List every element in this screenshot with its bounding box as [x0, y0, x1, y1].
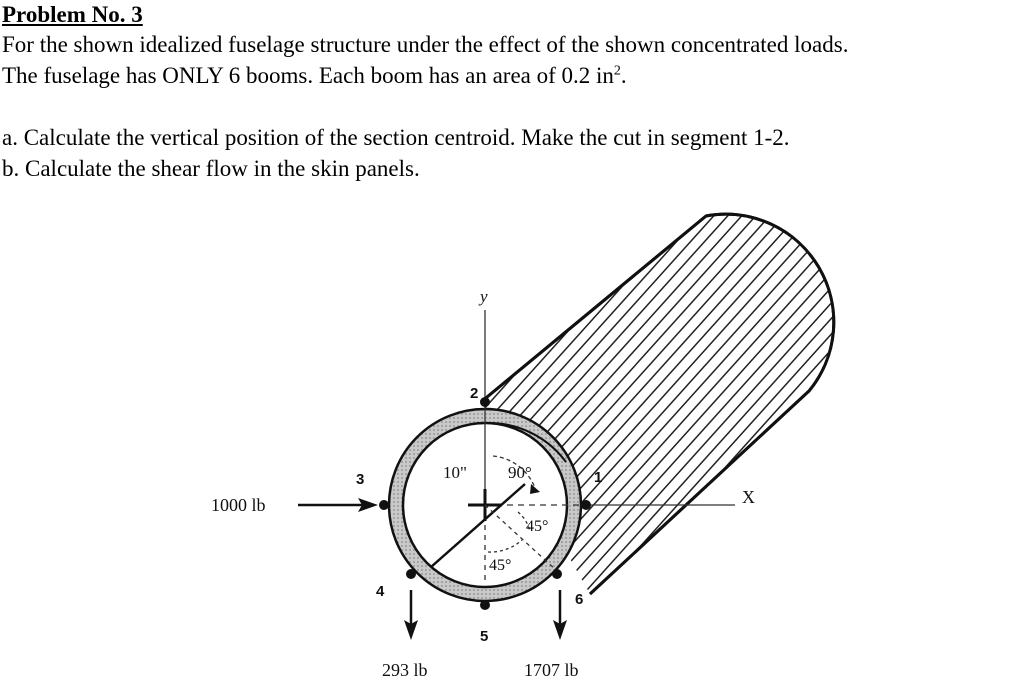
hatch-line — [916, 0, 1024, 695]
hatch-line — [902, 0, 1024, 695]
boom-6 — [552, 569, 562, 579]
hatch-line — [818, 0, 1024, 695]
boom-5 — [480, 600, 490, 610]
load-label-1000: 1000 lb — [211, 495, 266, 515]
boom-2 — [480, 397, 490, 407]
area-unit-exponent: 2 — [613, 63, 621, 79]
boom-3 — [379, 500, 389, 510]
boom-label-1: 1 — [594, 469, 603, 486]
problem-title: Problem No. 3 — [2, 2, 143, 27]
boom-label-4: 4 — [376, 583, 385, 600]
hatch-line — [1014, 0, 1024, 695]
boom-label-6: 6 — [575, 591, 584, 608]
question-b: b. Calculate the shear flow in the skin panels. — [2, 156, 420, 181]
boom-area-text: The fuselage has ONLY 6 booms. Each boom has an area of 0.2 in — [2, 63, 614, 88]
boom-label-3: 3 — [356, 471, 365, 488]
hatch-line — [860, 0, 1024, 695]
angle-45-label-lower: 45° — [489, 557, 512, 574]
boom-label-2: 2 — [470, 385, 479, 402]
angle-45-label-upper: 45° — [526, 518, 549, 535]
y-axis-label: y — [480, 287, 488, 306]
hatch-line — [832, 0, 1024, 695]
hatch-line — [944, 0, 1024, 695]
hatch-line — [0, 0, 500, 695]
hatch-line — [986, 0, 1024, 695]
x-axis-label: X — [742, 487, 755, 507]
statement-period: . — [620, 63, 627, 88]
boom-4 — [406, 569, 416, 579]
radius-label: 10" — [443, 463, 467, 482]
hatch-line — [874, 0, 1024, 695]
load-label-1707: 1707 lb — [524, 660, 579, 680]
hatch-line — [972, 0, 1024, 695]
boom-1 — [581, 500, 591, 510]
question-a: a. Calculate the vertical position of the section centroid. Make the cut in segment 1-2. — [2, 125, 790, 150]
boom-label-5: 5 — [480, 628, 489, 645]
hatch-line — [846, 0, 1024, 695]
hatch-line — [1000, 0, 1024, 695]
angle-90-label: 90° — [508, 463, 532, 482]
hatch-line — [930, 0, 1024, 695]
hatch-line — [90, 0, 990, 695]
hatch-line — [804, 0, 1024, 695]
hatch-line — [888, 0, 1024, 695]
hatch-line — [958, 0, 1024, 695]
load-label-293: 293 lb — [382, 660, 428, 680]
problem-statement-line-1: For the shown idealized fuselage structure under the effect of the shown concentrated loads. — [2, 32, 849, 57]
